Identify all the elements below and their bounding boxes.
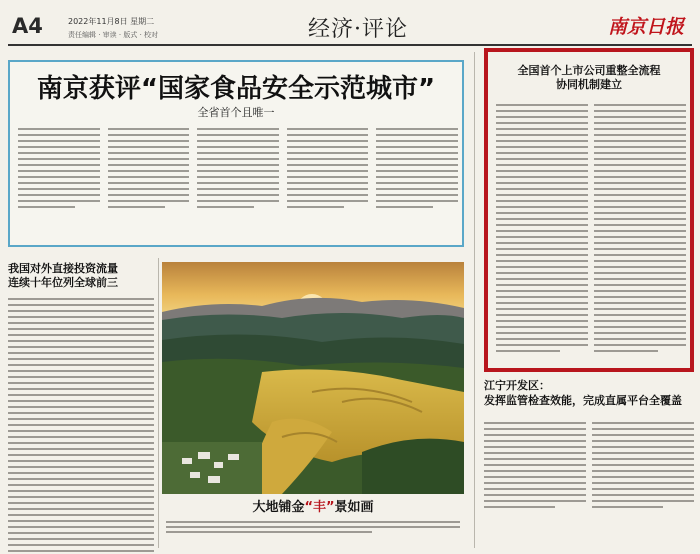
text-line — [594, 332, 686, 334]
text-line — [8, 520, 154, 522]
text-line — [287, 140, 369, 142]
text-line — [496, 290, 588, 292]
text-line — [484, 506, 555, 508]
text-line — [592, 482, 694, 484]
highlight-headline-line1: 全国首个上市公司重整全流程 — [517, 64, 661, 77]
text-line — [8, 448, 154, 450]
text-line — [376, 134, 458, 136]
landscape-photo[interactable] — [162, 262, 464, 494]
text-line — [287, 170, 369, 172]
text-line — [197, 182, 279, 184]
text-line — [594, 110, 686, 112]
highlight-body-text — [496, 100, 686, 362]
text-line — [8, 382, 154, 384]
text-line — [197, 140, 279, 142]
text-line — [592, 494, 694, 496]
text-line — [8, 436, 154, 438]
text-line — [8, 328, 154, 330]
text-line — [18, 140, 100, 142]
text-line — [8, 388, 154, 390]
text-column — [18, 124, 100, 242]
highlight-headline — [488, 64, 690, 92]
text-line — [484, 422, 586, 424]
text-line — [496, 200, 588, 202]
text-line — [8, 406, 154, 408]
text-line — [594, 302, 686, 304]
text-line — [287, 152, 369, 154]
text-line — [496, 344, 588, 346]
text-line — [8, 478, 154, 480]
text-line — [594, 224, 686, 226]
text-line — [594, 242, 686, 244]
photo-caption-text — [166, 518, 460, 536]
text-line — [287, 158, 369, 160]
lead-story[interactable] — [8, 60, 464, 247]
text-line — [484, 470, 586, 472]
text-line — [376, 182, 458, 184]
text-line — [18, 170, 100, 172]
text-line — [594, 146, 686, 148]
text-line — [376, 188, 458, 190]
photo-caption-title: 大地铺金“丰”景如画 — [252, 500, 374, 515]
text-line — [594, 266, 686, 268]
text-line — [8, 370, 154, 372]
text-line — [18, 128, 100, 130]
text-line — [197, 128, 279, 130]
page-number: A4 — [12, 14, 43, 38]
text-line — [8, 430, 154, 432]
text-line — [484, 446, 586, 448]
text-line — [8, 550, 154, 552]
text-line — [594, 200, 686, 202]
text-line — [376, 194, 458, 196]
text-line — [496, 104, 588, 106]
text-line — [594, 260, 686, 262]
text-line — [8, 304, 154, 306]
text-column — [197, 124, 279, 242]
text-line — [594, 170, 686, 172]
text-line — [8, 538, 154, 540]
text-line — [592, 440, 694, 442]
text-line — [484, 458, 586, 460]
text-line — [592, 476, 694, 478]
text-line — [8, 376, 154, 378]
text-line — [496, 158, 588, 160]
text-line — [592, 434, 694, 436]
text-line — [594, 104, 686, 106]
text-line — [18, 158, 100, 160]
left-story-body — [8, 298, 154, 554]
text-line — [8, 418, 154, 420]
text-line — [594, 296, 686, 298]
text-line — [496, 236, 588, 238]
text-line — [8, 496, 154, 498]
bottom-right-story[interactable] — [484, 378, 694, 548]
text-column — [376, 124, 458, 242]
text-line — [8, 532, 154, 534]
text-line — [8, 364, 154, 366]
text-line — [18, 182, 100, 184]
text-line — [166, 526, 460, 528]
text-line — [8, 358, 154, 360]
text-line — [287, 182, 369, 184]
text-line — [496, 296, 588, 298]
bottom-right-headline-line1: 江宁开发区： — [484, 379, 550, 392]
text-line — [594, 158, 686, 160]
text-line — [594, 182, 686, 184]
text-line — [592, 464, 694, 466]
text-line — [594, 314, 686, 316]
text-line — [8, 394, 154, 396]
text-line — [496, 164, 588, 166]
text-line — [496, 206, 588, 208]
text-column — [484, 418, 586, 512]
text-line — [594, 164, 686, 166]
text-line — [592, 500, 694, 502]
text-line — [594, 140, 686, 142]
text-line — [484, 494, 586, 496]
text-line — [592, 488, 694, 490]
text-line — [496, 110, 588, 112]
text-line — [108, 158, 190, 160]
text-line — [484, 434, 586, 436]
text-line — [287, 200, 369, 202]
text-line — [484, 464, 586, 466]
text-line — [18, 152, 100, 154]
text-line — [594, 122, 686, 124]
text-line — [496, 212, 588, 214]
text-line — [496, 170, 588, 172]
text-line — [594, 344, 686, 346]
text-line — [496, 302, 588, 304]
highlighted-story[interactable] — [484, 48, 694, 372]
text-line — [376, 140, 458, 142]
text-line — [496, 278, 588, 280]
text-line — [108, 128, 190, 130]
text-line — [8, 316, 154, 318]
column-divider — [158, 258, 159, 548]
text-line — [484, 440, 586, 442]
text-line — [594, 272, 686, 274]
text-line — [8, 502, 154, 504]
text-line — [8, 340, 154, 342]
text-line — [594, 350, 658, 352]
text-line — [594, 212, 686, 214]
text-line — [496, 308, 588, 310]
text-line — [496, 266, 588, 268]
text-line — [496, 146, 588, 148]
text-line — [8, 346, 154, 348]
text-line — [594, 248, 686, 250]
text-line — [594, 326, 686, 328]
text-line — [496, 176, 588, 178]
text-line — [594, 176, 686, 178]
text-line — [496, 314, 588, 316]
text-line — [496, 122, 588, 124]
text-line — [166, 521, 460, 523]
text-line — [376, 152, 458, 154]
text-line — [8, 466, 154, 468]
text-line — [108, 152, 190, 154]
text-line — [287, 146, 369, 148]
text-line — [8, 454, 154, 456]
landscape-image — [162, 262, 464, 494]
left-story[interactable] — [8, 262, 154, 548]
text-line — [8, 352, 154, 354]
text-line — [376, 170, 458, 172]
text-line — [197, 146, 279, 148]
text-line — [496, 350, 560, 352]
text-line — [108, 206, 165, 208]
lead-headline: 南京获评“国家食品安全示范城市” — [36, 74, 436, 104]
text-line — [18, 134, 100, 136]
lead-subheadline: 全省首个且唯一 — [197, 106, 275, 119]
text-line — [8, 400, 154, 402]
text-line — [496, 284, 588, 286]
text-line — [496, 248, 588, 250]
text-line — [287, 206, 344, 208]
text-line — [496, 140, 588, 142]
text-line — [496, 260, 588, 262]
text-line — [594, 278, 686, 280]
text-line — [592, 428, 694, 430]
bottom-right-headline-line2: 发挥监管检查效能，完成直属平台全覆盖 — [484, 394, 682, 407]
text-line — [496, 134, 588, 136]
text-line — [496, 332, 588, 334]
text-line — [496, 194, 588, 196]
text-line — [376, 164, 458, 166]
text-line — [287, 164, 369, 166]
text-line — [8, 490, 154, 492]
left-headline-line2: 连续十年位列全球前三 — [8, 276, 118, 289]
text-line — [496, 182, 588, 184]
text-line — [18, 188, 100, 190]
text-line — [8, 322, 154, 324]
text-line — [592, 470, 694, 472]
text-line — [594, 254, 686, 256]
text-line — [376, 206, 433, 208]
text-line — [8, 514, 154, 516]
text-line — [8, 544, 154, 546]
text-line — [197, 188, 279, 190]
text-line — [8, 460, 154, 462]
text-line — [594, 134, 686, 136]
text-line — [496, 224, 588, 226]
text-line — [594, 338, 686, 340]
paper-logo: 南京日报 — [607, 16, 684, 38]
text-line — [197, 176, 279, 178]
text-line — [197, 134, 279, 136]
text-line — [496, 230, 588, 232]
text-line — [108, 134, 190, 136]
text-line — [594, 206, 686, 208]
left-story-headline — [8, 262, 154, 290]
text-line — [594, 284, 686, 286]
text-line — [8, 472, 154, 474]
text-line — [594, 218, 686, 220]
text-line — [376, 158, 458, 160]
date-line: 2022年11月8日 星期二 — [68, 17, 155, 26]
text-line — [287, 128, 369, 130]
text-line — [496, 320, 588, 322]
text-line — [108, 182, 190, 184]
text-line — [18, 206, 75, 208]
text-line — [287, 194, 369, 196]
text-line — [108, 140, 190, 142]
text-line — [108, 146, 190, 148]
text-line — [484, 476, 586, 478]
text-line — [496, 152, 588, 154]
text-line — [496, 218, 588, 220]
text-line — [496, 326, 588, 328]
text-line — [594, 320, 686, 322]
text-line — [376, 200, 458, 202]
text-line — [484, 482, 586, 484]
text-line — [108, 164, 190, 166]
text-line — [197, 200, 279, 202]
column-divider — [474, 52, 475, 548]
text-line — [8, 334, 154, 336]
text-line — [287, 176, 369, 178]
text-line — [592, 452, 694, 454]
text-line — [18, 146, 100, 148]
text-line — [18, 164, 100, 166]
text-line — [484, 488, 586, 490]
text-line — [484, 452, 586, 454]
text-line — [592, 422, 694, 424]
masthead — [8, 6, 692, 46]
text-line — [108, 188, 190, 190]
section-title: 经济·评论 — [308, 17, 408, 42]
text-column — [592, 418, 694, 512]
text-line — [8, 526, 154, 528]
text-line — [197, 206, 254, 208]
text-line — [496, 188, 588, 190]
text-line — [376, 176, 458, 178]
text-line — [594, 188, 686, 190]
text-line — [496, 254, 588, 256]
text-line — [8, 298, 154, 300]
text-line — [594, 230, 686, 232]
left-headline-line1: 我国对外直接投资流量 — [8, 262, 118, 275]
text-line — [197, 164, 279, 166]
text-column — [594, 100, 686, 362]
text-line — [108, 194, 190, 196]
lead-body-text — [18, 124, 458, 242]
text-line — [594, 116, 686, 118]
text-line — [496, 338, 588, 340]
text-line — [197, 158, 279, 160]
text-line — [287, 134, 369, 136]
text-line — [18, 194, 100, 196]
text-line — [8, 484, 154, 486]
text-line — [496, 272, 588, 274]
text-line — [8, 508, 154, 510]
text-line — [496, 128, 588, 130]
text-line — [594, 152, 686, 154]
text-line — [18, 176, 100, 178]
text-line — [376, 146, 458, 148]
text-line — [594, 308, 686, 310]
text-line — [8, 424, 154, 426]
text-line — [594, 290, 686, 292]
text-line — [496, 242, 588, 244]
text-line — [108, 170, 190, 172]
text-column — [287, 124, 369, 242]
bottom-right-headline — [484, 378, 694, 408]
text-line — [166, 531, 372, 533]
text-line — [496, 116, 588, 118]
text-line — [592, 458, 694, 460]
text-column — [496, 100, 588, 362]
text-line — [287, 188, 369, 190]
text-line — [594, 128, 686, 130]
text-line — [592, 506, 663, 508]
text-line — [484, 428, 586, 430]
text-line — [484, 500, 586, 502]
text-line — [108, 176, 190, 178]
text-line — [8, 310, 154, 312]
text-line — [8, 442, 154, 444]
text-line — [594, 194, 686, 196]
bottom-right-body — [484, 418, 694, 512]
text-line — [197, 152, 279, 154]
text-line — [18, 200, 100, 202]
staff-line: 责任编辑 · 审读 · 版式 · 校对 — [68, 31, 159, 39]
text-column — [108, 124, 190, 242]
text-line — [594, 236, 686, 238]
text-line — [197, 170, 279, 172]
text-line — [8, 412, 154, 414]
highlight-headline-line2: 协同机制建立 — [556, 78, 622, 91]
text-line — [197, 194, 279, 196]
text-line — [108, 200, 190, 202]
text-line — [376, 128, 458, 130]
text-line — [592, 446, 694, 448]
